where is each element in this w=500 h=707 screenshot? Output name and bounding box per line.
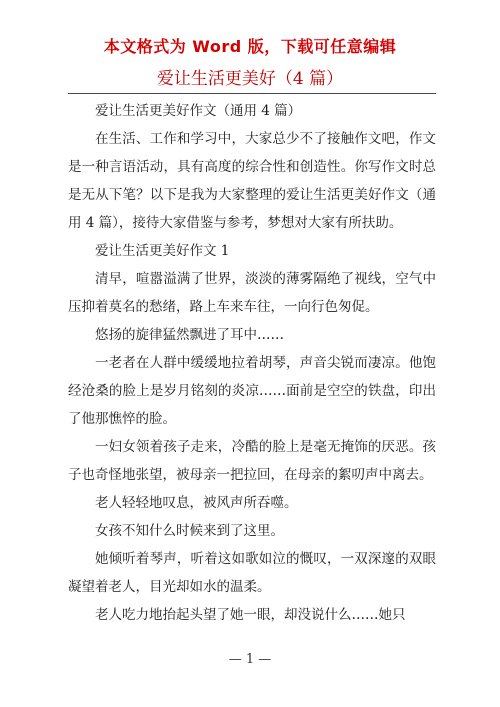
paragraph: 爱让生活更美好作文 1 — [95, 243, 230, 259]
document-title: 爱让生活更美好（4 篇） — [156, 69, 344, 89]
paragraph: 一老者在人群中缓缓地拉着胡琴，声音尖锐而凄凉。他饱经沧桑的脸上是岁月铭刻的炎凉……面前是空空的铁盘，印出了他那憔悴的脸。 — [68, 355, 436, 427]
paragraph: 清早，喧嚣溢满了世界，淡淡的薄雾隔绝了视线，空气中压抑着莫名的愁绪，路上车来车往，一向行色匆促。 — [68, 271, 436, 315]
paragraph: 她倾听着琴声，听着这如歌如泣的慨叹，一双深邃的双眼凝望着老人，目光却如水的温柔。 — [68, 551, 436, 595]
document-banner: 本文格式为 Word 版，下载可任意编辑 — [103, 37, 397, 56]
paragraph: 老人轻轻地叹息，被风声所吞噬。 — [95, 495, 298, 511]
title-divider — [68, 93, 436, 94]
paragraph: 爱让生活更美好作文（通用 4 篇） — [95, 103, 302, 119]
paragraph: 悠扬的旋律猛然飘进了耳中…… — [95, 327, 284, 343]
paragraph: 女孩不知什么时候来到了这里。 — [95, 523, 284, 539]
paragraph: 一妇女领着孩子走来，冷酷的脸上是毫无掩饰的厌恶。孩子也奇怪地张望，被母亲一把拉回，在母亲的絮叨声中离去。 — [68, 439, 436, 483]
document-body — [68, 97, 436, 629]
page-number: — 1 — — [228, 652, 272, 667]
paragraph: 老人吃力地抬起头望了她一眼，却没说什么……她只 — [95, 607, 406, 623]
paragraph: 在生活、工作和学习中，大家总少不了接触作文吧，作文是一种言语活动，具有高度的综合性和创造性。你写作文时总是无从下笔？以下是我为大家整理的爱让生活更美好作文（通用 4 篇），接待大家借鉴与参考，梦想对大家有所扶助。 — [68, 131, 436, 231]
